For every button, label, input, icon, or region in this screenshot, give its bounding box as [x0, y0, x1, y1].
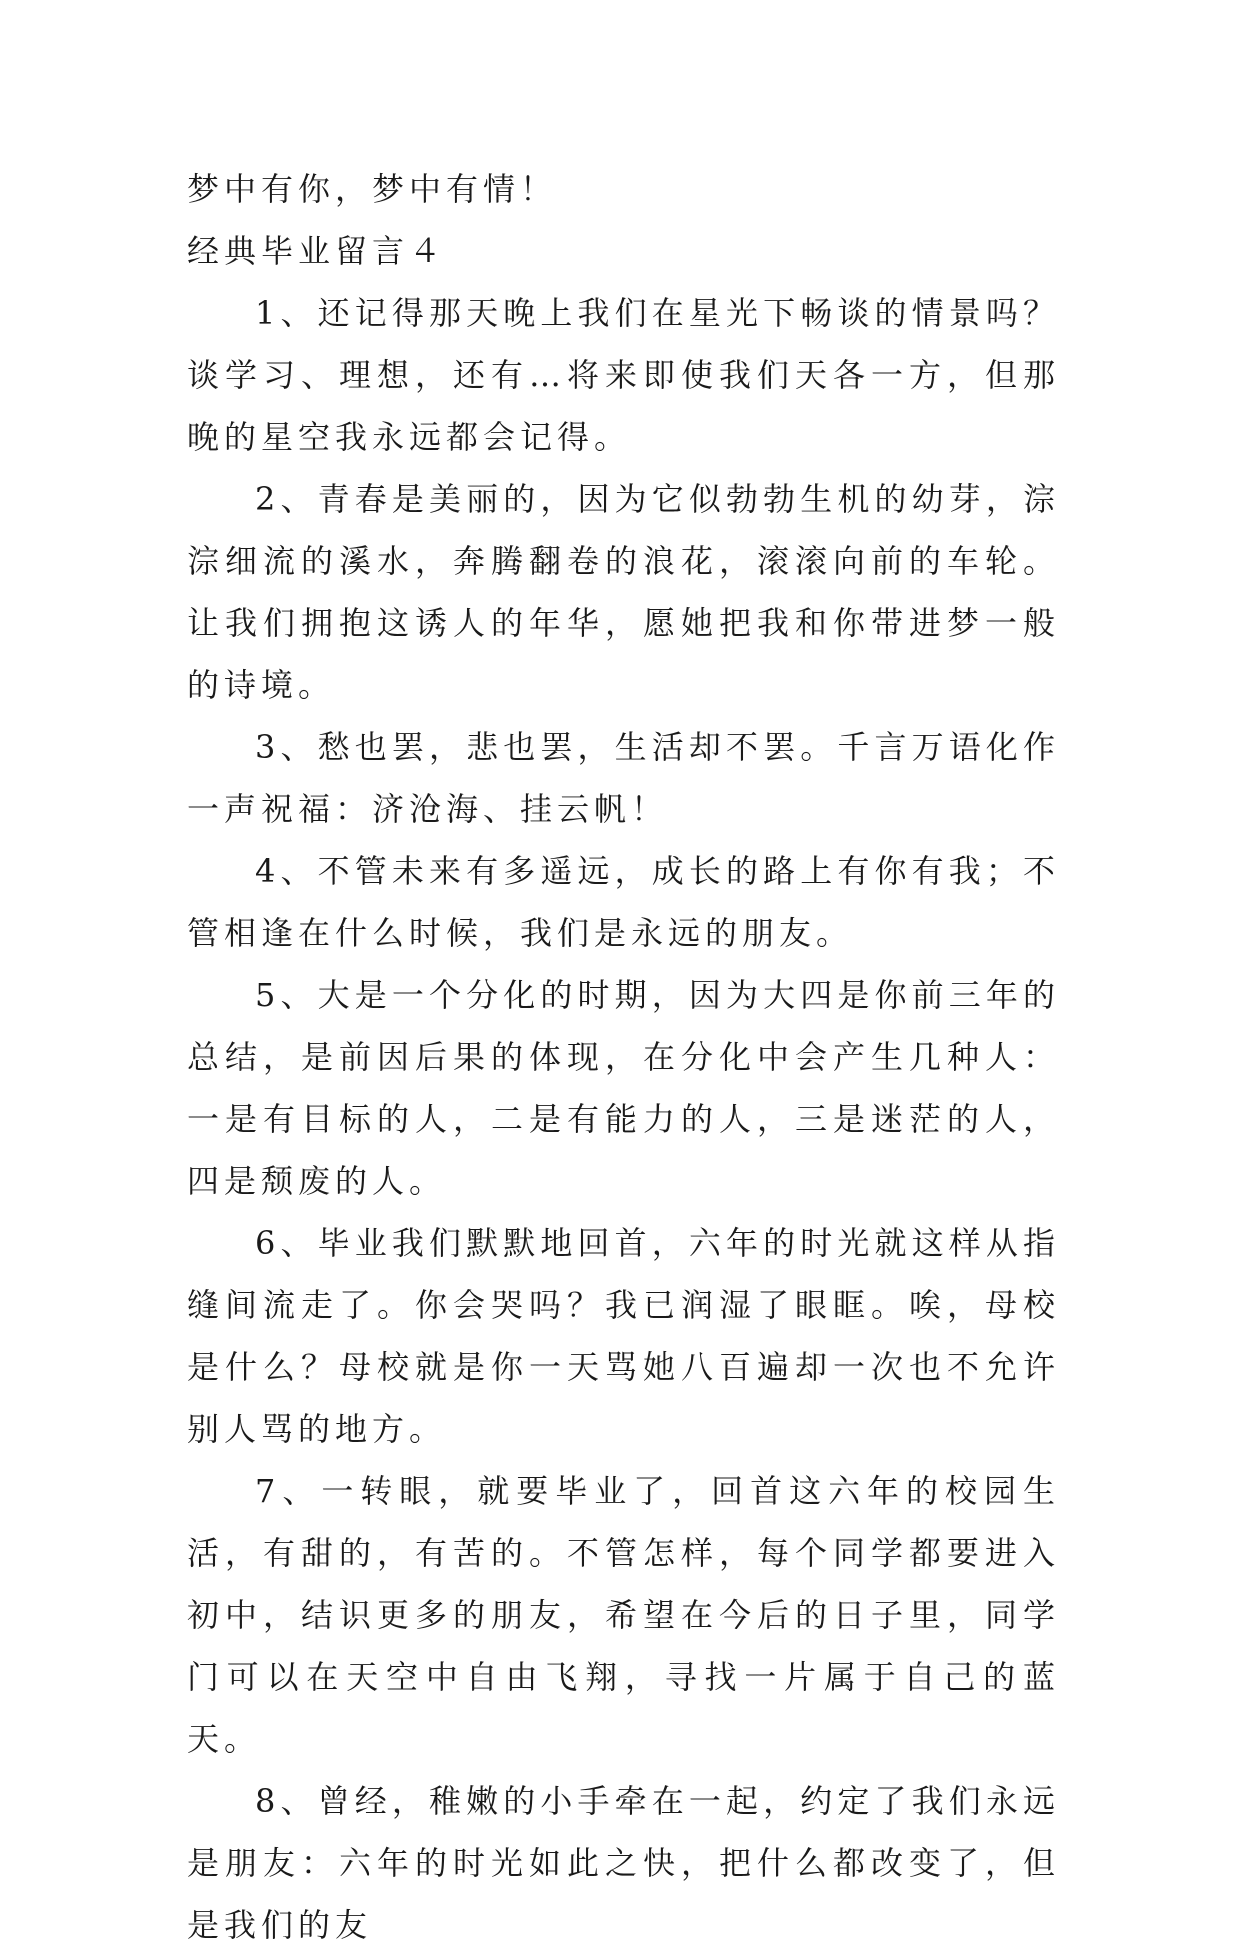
section-title: 经典毕业留言４ [187, 232, 447, 270]
paragraph-8: 8、曾经，稚嫩的小手牵在一起，约定了我们永远是朋友：六年的时光如此之快，把什么都改变了，但是我们的友 [187, 1782, 1060, 1944]
document-body [187, 158, 1060, 1956]
closing-line: 梦中有你，梦中有情！ [187, 170, 558, 208]
paragraph-1: 1、还记得那天晚上我们在星光下畅谈的情景吗？谈学习、理想，还有…将来即使我们天各一方，但那晚的星空我永远都会记得。 [187, 294, 1060, 456]
paragraph-4: 4、不管未来有多遥远，成长的路上有你有我；不管相逢在什么时候，我们是永远的朋友。 [187, 852, 1060, 952]
paragraph-6: 6、毕业我们默默地回首，六年的时光就这样从指缝间流走了。你会哭吗？我已润湿了眼眶。唉，母校是什么？母校就是你一天骂她八百遍却一次也不允许别人骂的地方。 [187, 1224, 1060, 1448]
paragraph-2: 2、青春是美丽的，因为它似勃勃生机的幼芽，淙淙细流的溪水，奔腾翻卷的浪花，滚滚向前的车轮。让我们拥抱这诱人的年华，愿她把我和你带进梦一般的诗境。 [187, 480, 1060, 704]
paragraph-7: 7、一转眼，就要毕业了，回首这六年的校园生活，有甜的，有苦的。不管怎样，每个同学都要进入初中，结识更多的朋友，希望在今后的日子里，同学门可以在天空中自由飞翔，寻找一片属于自己的蓝天。 [187, 1472, 1060, 1758]
paragraph-5: 5、大是一个分化的时期，因为大四是你前三年的总结，是前因后果的体现，在分化中会产生几种人：一是有目标的人，二是有能力的人，三是迷茫的人，四是颓废的人。 [187, 976, 1060, 1200]
paragraph-3: 3、愁也罢，悲也罢，生活却不罢。千言万语化作一声祝福：济沧海、挂云帆！ [187, 728, 1060, 828]
